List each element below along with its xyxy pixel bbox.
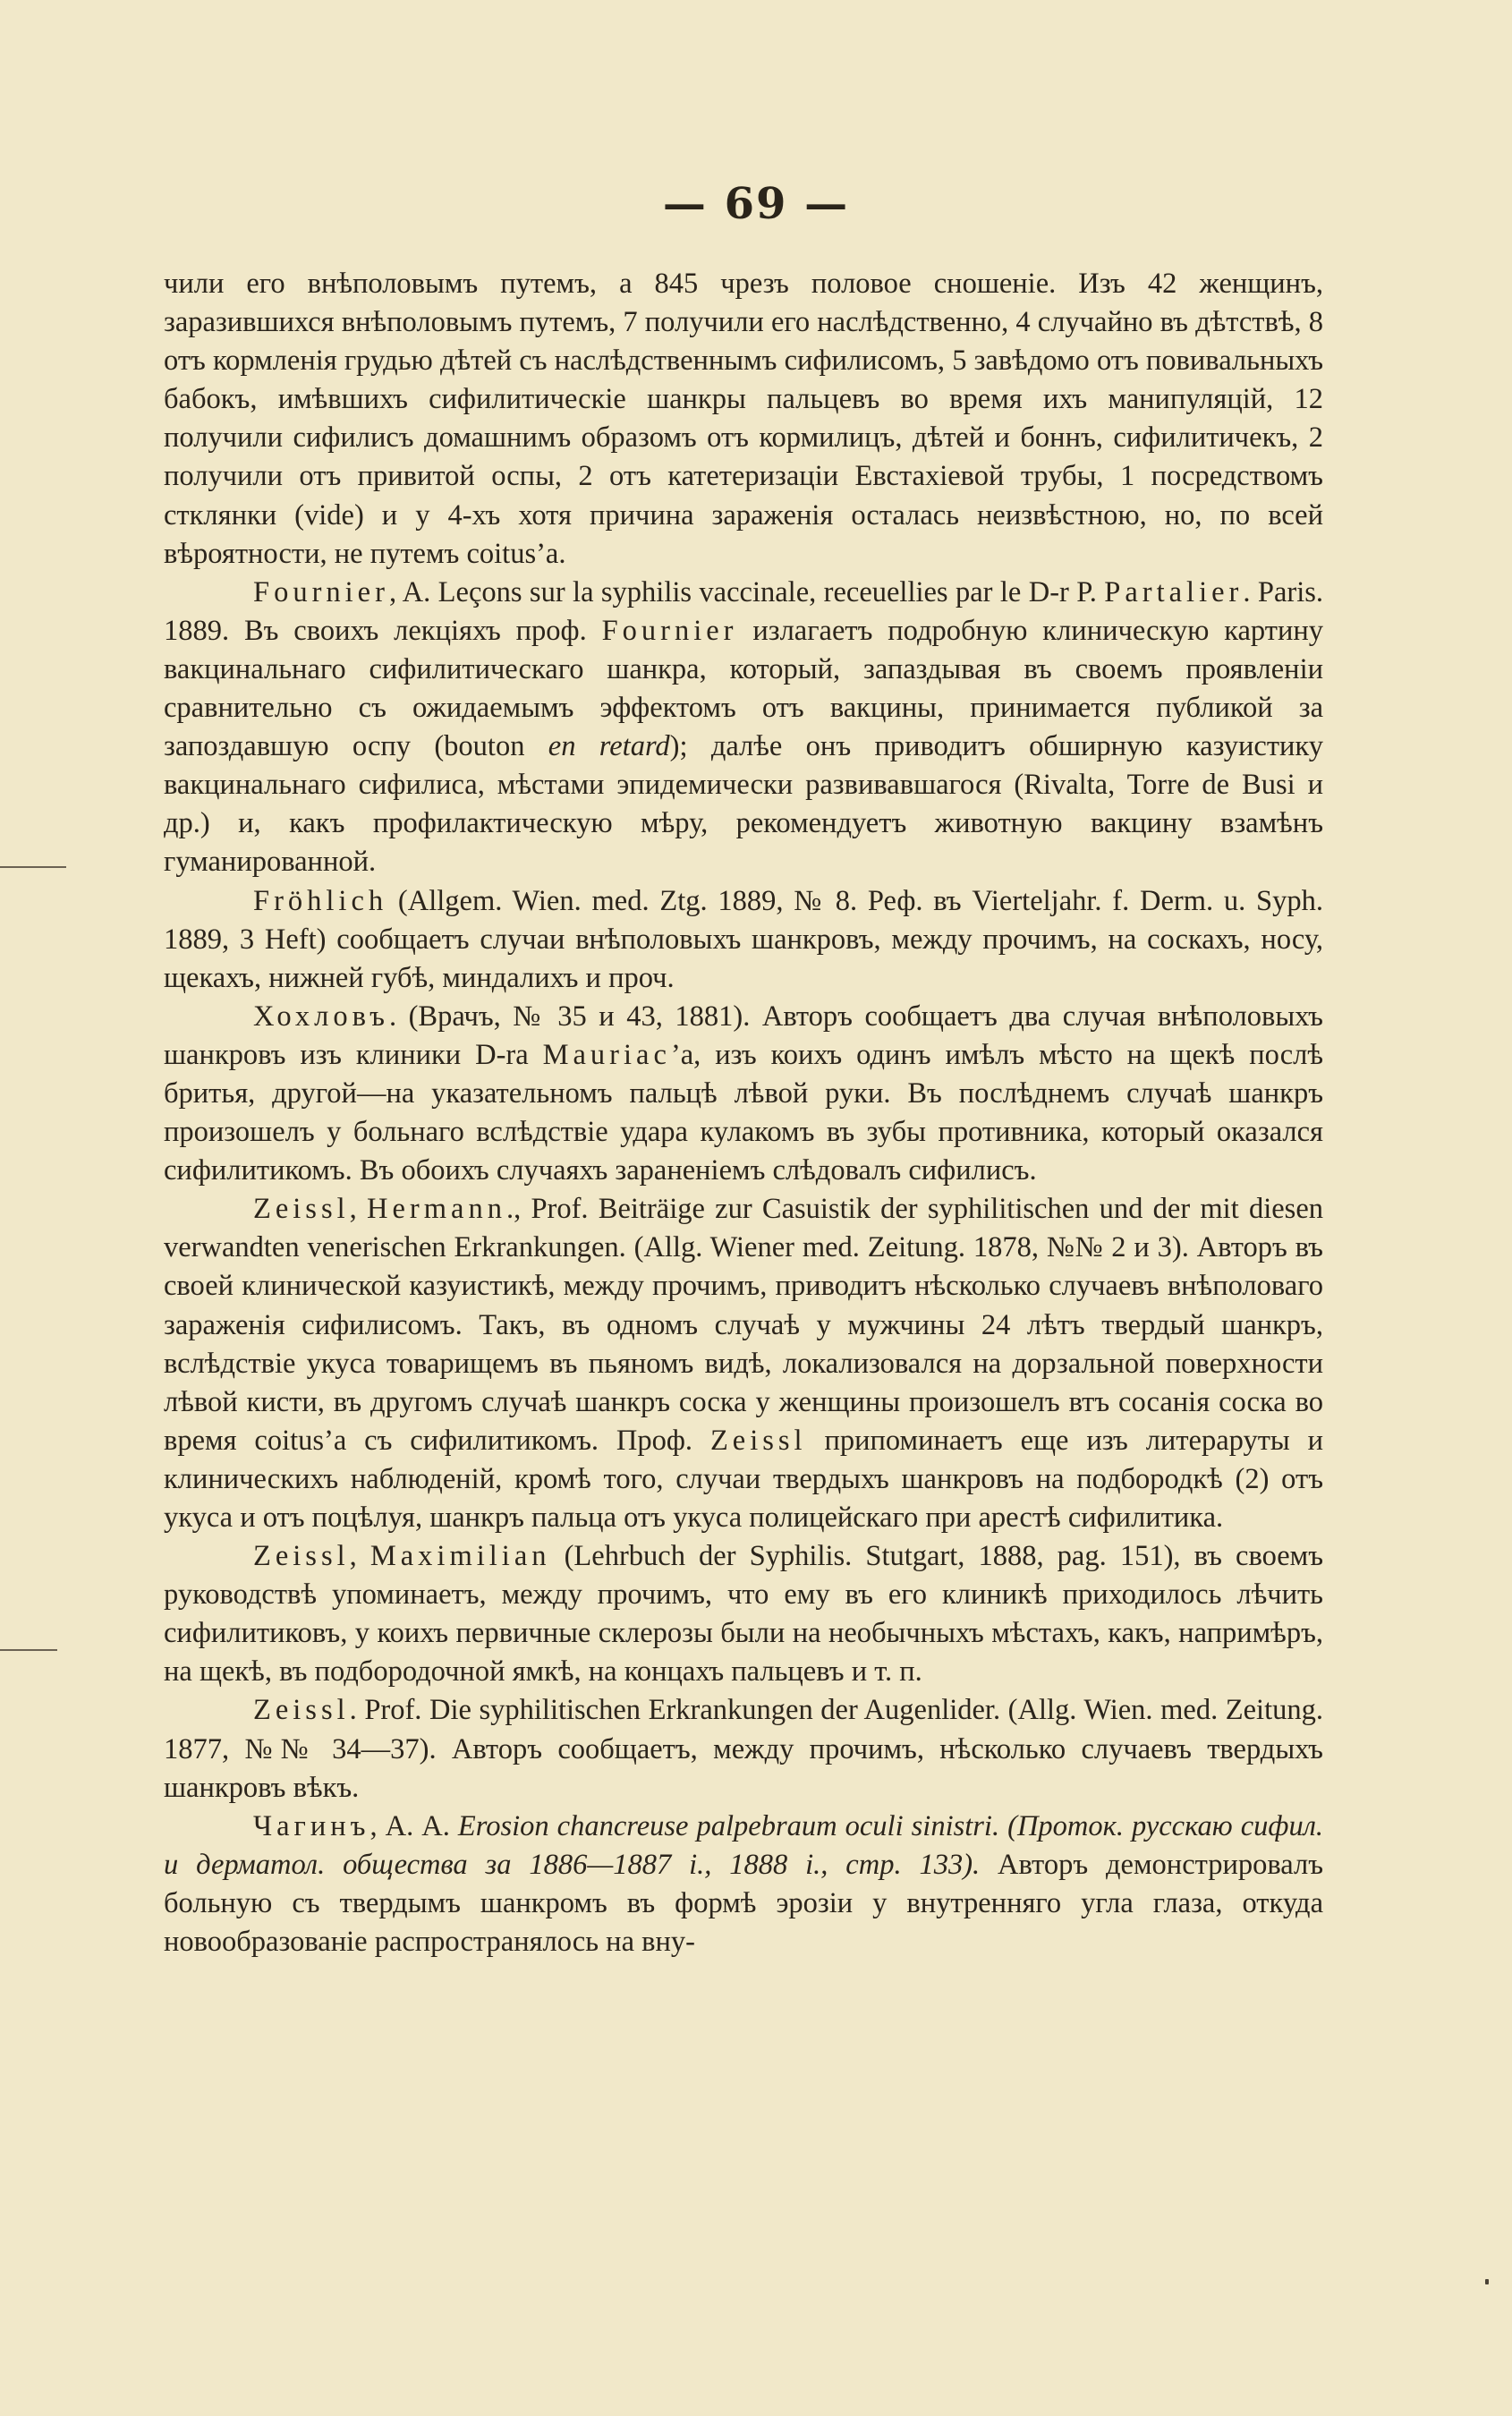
text-run: . (Врачъ, № 35 и 43, 1881). Авторъ сообщаетъ два случая внѣполовыхъ шанкровъ изъ клиники D-ra	[164, 1000, 1323, 1071]
author-name: Mauriac	[542, 1038, 671, 1071]
paragraph	[164, 574, 1323, 882]
author-name: Чагинъ	[253, 1809, 370, 1842]
author-name: Maximilian	[370, 1540, 551, 1573]
text-run: чили его внѣполовымъ путемъ, а 845 чрезъ половое сношеніе. Изъ 42 женщинъ, заразившихся внѣполовымъ путемъ, 7 получили его наслѣдственно, 4 случайно въ дѣтствѣ, 8 отъ кормленія грудью дѣтей съ наслѣдственнымъ сифилисомъ, 5 завѣдомо отъ повивальныхъ бабокъ, имѣвшихъ сифилитическіе шанкры пальцевъ во время ихъ манипуляцій, 12 получили сифилисъ домашнимъ образомъ отъ кормилицъ, дѣтей и боннъ, сифилитичекъ, 2 получили отъ привитой оспы, 2 отъ катетеризаціи Евстахіевой трубы, 1 посредствомъ стклянки (vide) и у 4-хъ хотя причина зараженія осталась неизвѣстною, но, по всей вѣроятности, не путемъ coitus’a.	[164, 268, 1323, 570]
author-name: Zeissl	[253, 1540, 350, 1573]
author-name: Fournier	[601, 614, 738, 647]
text-run: припоминаетъ еще изъ литераруты и клиническихъ наблюденій, кромѣ того, случаи твердыхъ шанкровъ на подбородкѣ (2) отъ укуса и отъ поцѣлуя, шанкръ пальца отъ укуса полицейскаго при арестѣ сифилитика.	[164, 1424, 1324, 1534]
author-name: Хохловъ	[253, 1000, 389, 1033]
text-run: (Lehrbuch der Syphilis. Stutgart, 1888, pag. 151), въ своемъ руководствѣ упоминаетъ, между прочимъ, что ему въ его клиникѣ приходилось лѣчить сифилитиковъ, у коихъ первичные склерозы были на необычныхъ мѣстахъ, какъ, напримѣръ, на щекѣ, въ подбородочной ямкѣ, на концахъ пальцевъ и т. п.	[164, 1540, 1324, 1689]
paragraph	[164, 1190, 1323, 1537]
author-name: Zeissl	[253, 1694, 350, 1727]
margin-mark	[0, 1649, 57, 1651]
paragraph	[164, 265, 1323, 574]
text-run: ., Prof. Beiträige zur Casuistik der syphilitischen und der mit diesen verwandten venerischen Erkrankungen. (Allg. Wiener med. Zeitung. 1878, №№ 2 и 3). Авторъ въ своей клинической казуистикѣ, между прочимъ, приводитъ нѣсколько случаевъ внѣполоваго зараженія сифилисомъ. Такъ, въ одномъ случаѣ у мужчины 24 лѣтъ твердый шанкръ, вслѣдствіе укуса товарищемъ въ пьяномъ видѣ, локализовался на дорзальной поверхности лѣвой кисти, въ другомъ случаѣ шанкръ соска у женщины произошелъ втъ сосанія соска во время coitus’a съ сифилитикомъ. Проф.	[164, 1193, 1323, 1457]
author-name: Fröhlich	[253, 884, 388, 917]
text-run: . Prof. Die syphilitischen Erkrankungen der Augenlider. (Allg. Wien. med. Zeitung. 1877, №№ 34—37). Авторъ сообщаетъ, между прочимъ, нѣсколько случаевъ твердыхъ шанкровъ вѣкъ.	[164, 1694, 1323, 1804]
body-text	[164, 265, 1323, 1961]
author-name: Partalier	[1104, 575, 1244, 608]
speck	[1485, 2279, 1489, 2284]
text-run: излагаетъ подробную клиническую картину вакцинальнаго сифилитическаго шанкра, который, запаздывая въ своемъ проявленіи сравнительно съ ожидаемымъ эффектомъ отъ вакцины, принимается публикой за запоздавшую оспу (bouton	[164, 614, 1323, 763]
margin-mark	[0, 866, 66, 868]
text-run: ,	[349, 1540, 370, 1573]
text-run: . Paris. 1889. Въ своихъ лекціяхъ проф.	[164, 575, 1324, 647]
paragraph	[164, 1691, 1323, 1807]
text-run: ,	[349, 1193, 368, 1226]
italic-text: Erosion chancreuse palpebraum oculi sinistri. (Проток. русскаю сифил. и дерматол. общества за 1886—1887 і., 1888 і., стр. 133).	[164, 1809, 1324, 1881]
author-name: Hermann	[367, 1193, 506, 1226]
text-run: (Allgem. Wien. med. Ztg. 1889, № 8. Реф. въ Vierteljahr. f. Derm. u. Syph. 1889, 3 Heft) сообщаетъ случаи внѣполовыхъ шанкровъ, между прочимъ, на соскахъ, носу, щекахъ, нижней губѣ, миндалихъ и проч.	[164, 884, 1323, 994]
italic-text: en retard	[548, 730, 670, 763]
author-name: Fournier	[253, 575, 389, 608]
text-run: , A. Leçons sur la syphilis vaccinale, receuellies par le D-r P.	[388, 575, 1105, 608]
page-number: — 69 —	[662, 179, 850, 229]
paragraph	[164, 1808, 1323, 1961]
paragraph	[164, 998, 1323, 1190]
text-run: ); далѣе онъ приводитъ обширную казуистику вакцинальнаго сифилиса, мѣстами эпидемически развивавшагося (Rivalta, Torre de Busi и др.) и, какъ профилактическую мѣру, рекомендуетъ животную вакцину взамѣнъ гуманированной.	[164, 730, 1323, 879]
text-run: Авторъ демонстрировалъ больную съ твердымъ шанкромъ въ формѣ эрозіи у внутренняго угла глаза, откуда новообразованіе распространялось на вну-	[164, 1848, 1324, 1959]
text-run: , А. А.	[370, 1809, 458, 1842]
paragraph	[164, 1537, 1323, 1691]
author-name: Zeissl	[253, 1193, 350, 1226]
paragraph	[164, 882, 1323, 998]
text-run: ’a, изъ коихъ одинъ имѣлъ мѣсто на щекѣ послѣ бритья, другой—на указательномъ пальцѣ лѣвой руки. Въ послѣднемъ случаѣ шанкръ произошелъ у больнаго вслѣдствіе удара кулакомъ въ зубы противника, который оказался сифилитикомъ. Въ обоихъ случаяхъ заpаненіемъ слѣдовалъ сифилисъ.	[164, 1038, 1323, 1187]
author-name: Zeissl	[709, 1424, 807, 1457]
